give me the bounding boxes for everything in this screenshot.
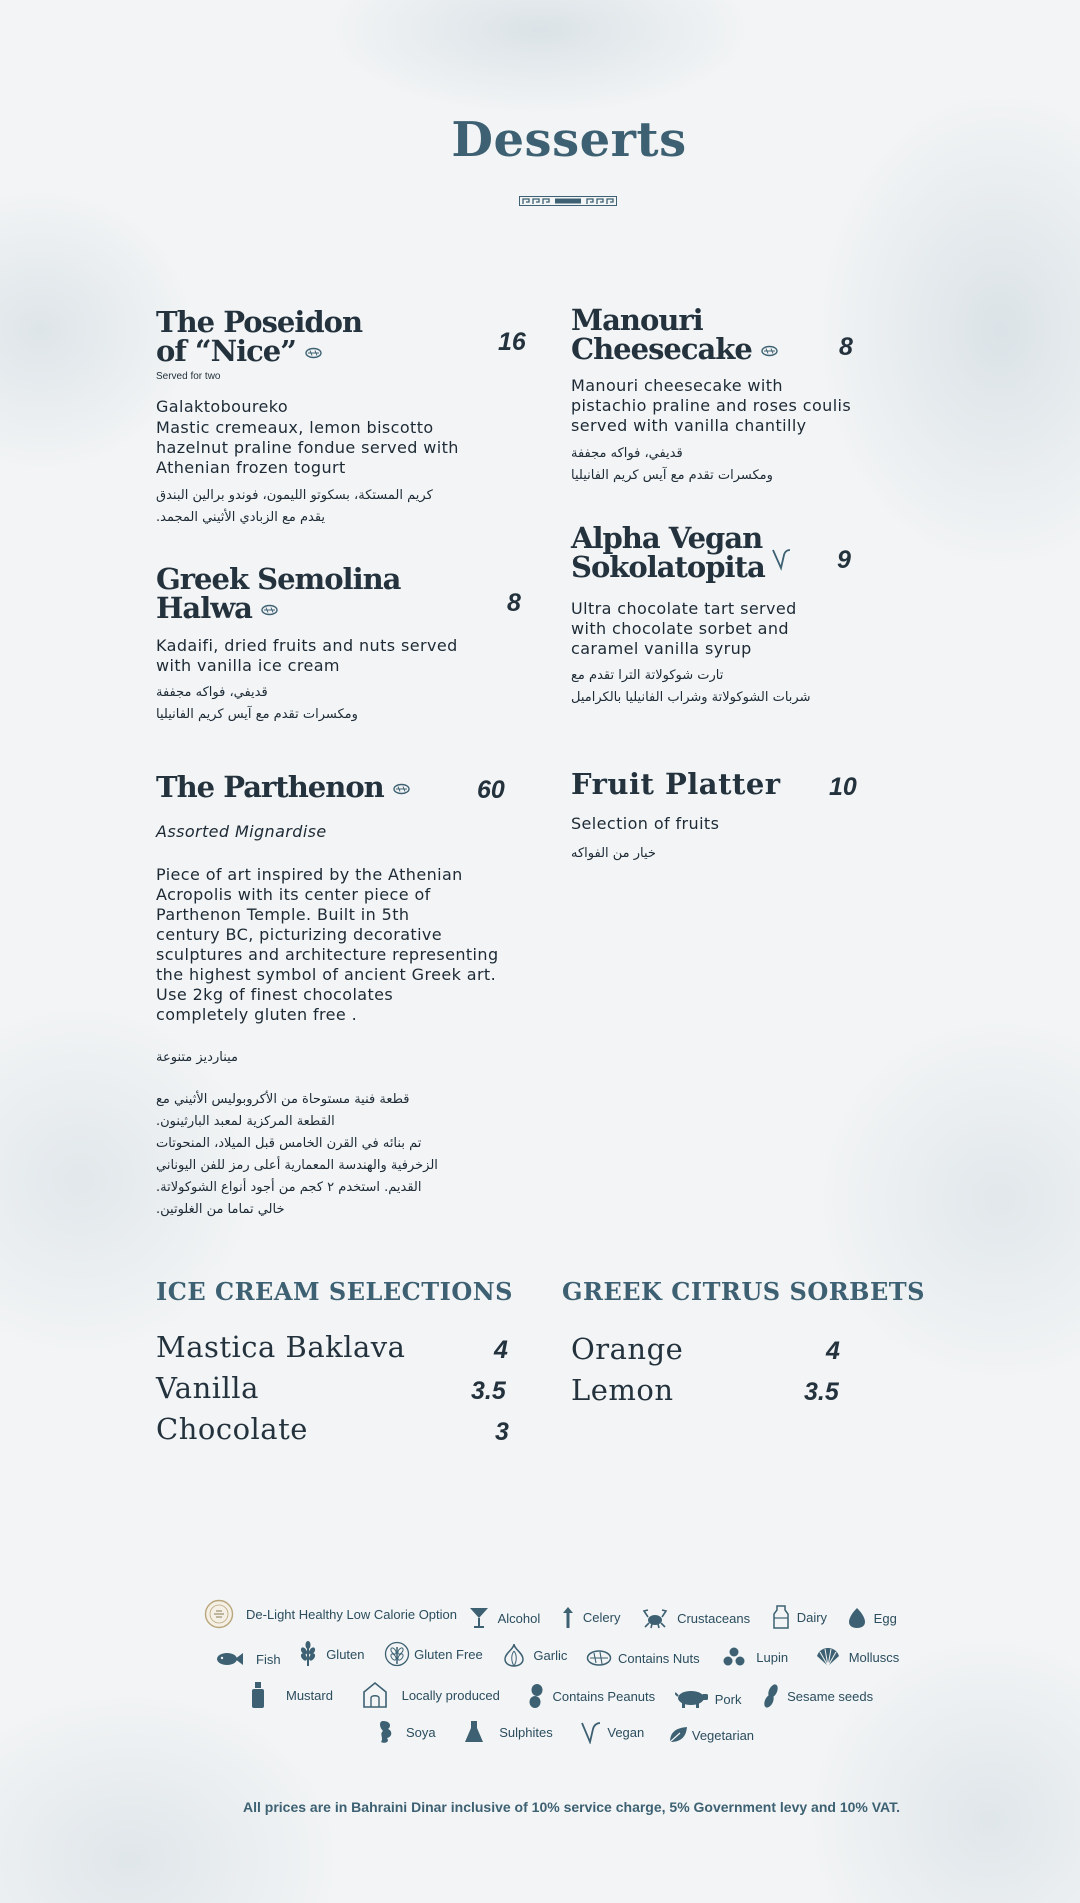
dish-name: The Poseidon of “Nice” — [156, 305, 363, 368]
dish-description-arabic: كريم المستكة، بسكوتو الليمون، فوندو برالين البندق يقدم مع الزبادي الأثيني المجمد. — [156, 488, 433, 525]
dish-parthenon-name: The Parthenon — [156, 773, 410, 802]
price-parthenon: 60 — [477, 776, 505, 804]
price-disclaimer: All prices are in Bahraini Dinar inclusive of 10% service charge, 5% Government levy and 10% VAT. — [243, 1799, 900, 1815]
dish-poseidon — [156, 305, 363, 368]
legend-egg: Egg — [848, 1607, 897, 1629]
alcohol-icon — [469, 1607, 489, 1629]
locally-produced-icon — [362, 1681, 388, 1709]
molluscs-icon — [816, 1647, 840, 1667]
legend-celery: Celery — [560, 1605, 621, 1629]
celery-icon — [560, 1605, 576, 1629]
allergen-legend-row-3 — [251, 1681, 873, 1712]
sorbet-price: 4 — [826, 1337, 840, 1365]
contains-nuts-icon — [305, 347, 322, 359]
fish-icon — [216, 1651, 244, 1667]
dish-halwa — [156, 562, 401, 625]
ice-cream-price: 3 — [495, 1418, 509, 1446]
legend-locally-produced: Locally produced — [362, 1681, 500, 1709]
dish-description-arabic: خيار من الفواكه — [571, 846, 656, 861]
dish-description: Kadaifi, dried fruits and nuts served with vanilla ice cream — [156, 636, 458, 675]
dish-description-arabic: قطعة فنية مستوحاة من الأكروبوليس الأثيني مع القطعة المركزية لمعبد البارثينون. تم بنائه في القرن الخامس قبل الميلاد، المنحوتات الزخرفية والهندسة المعمارية أعلى رمز للفن اليوناني القديم. استخدم ٢ كجم من أجود أنواع الشوكولاتة. خالي تماما من الغلوتين. — [156, 1092, 438, 1217]
legend-fish: Fish — [216, 1651, 281, 1667]
legend-pork: Pork — [675, 1689, 742, 1709]
delight-logo-icon — [204, 1599, 234, 1629]
dish-name: Manouri Cheesecake — [571, 306, 778, 364]
ice-cream-item: Chocolate — [156, 1412, 308, 1446]
dish-name: Alpha Vegan Sokolatopita — [571, 521, 765, 584]
sesame-seeds-icon — [761, 1683, 781, 1709]
legend-sesame-seeds: Sesame seeds — [761, 1683, 873, 1709]
legend-sulphites: Sulphites — [464, 1720, 552, 1744]
price-fruit-platter: 10 — [829, 773, 857, 801]
sorbet-item: Lemon — [571, 1373, 674, 1407]
legend-contains-peanuts: Contains Peanuts — [528, 1683, 656, 1709]
dish-description: Mastic cremeaux, lemon biscotto hazelnut praline fondue served with Athenian frozen togurt — [156, 418, 459, 477]
dish-description: Piece of art inspired by the Athenian Acropolis with its center piece of Parthenon Temple. Built in 5th century BC, picturizing decorative sculptures and architecture representing the highest symbol of ancient Greek art. Use 2kg of finest chocolates completely gluten free . — [156, 865, 499, 1024]
egg-icon — [848, 1607, 866, 1629]
dish-description: Selection of fruits — [571, 814, 720, 833]
contains-nuts-icon — [586, 1649, 612, 1667]
legend-mustard: Mustard — [251, 1681, 333, 1709]
garlic-icon — [503, 1643, 525, 1667]
price-halwa: 8 — [507, 589, 521, 617]
dish-description: Ultra chocolate tart served with chocolate sorbet and caramel vanilla syrup — [571, 599, 797, 658]
ice-cream-price: 3.5 — [471, 1377, 506, 1405]
crustaceans-icon — [642, 1607, 668, 1629]
dish-sokolatopita — [571, 521, 765, 584]
dish-subtitle: Galaktoboureko — [156, 397, 289, 416]
legend-crustaceans: Crustaceans — [642, 1607, 750, 1629]
legend-delight: De-Light Healthy Low Calorie Option — [204, 1599, 457, 1629]
sorbets-heading: GREEK CITRUS SORBETS — [562, 1277, 925, 1306]
legend-gluten: Gluten — [299, 1641, 364, 1667]
legend-vegan: Vegan — [580, 1720, 644, 1744]
legend-vegetarian: Vegetarian — [668, 1726, 754, 1744]
contains-nuts-icon — [261, 604, 278, 616]
allergen-legend-row-1 — [204, 1599, 897, 1632]
dish-name: Greek Semolina Halwa — [156, 562, 401, 625]
price-poseidon: 16 — [498, 328, 526, 356]
ice-cream-item: Vanilla — [156, 1371, 259, 1405]
gluten-icon — [299, 1641, 317, 1667]
dish-manouri — [571, 303, 778, 366]
legend-gluten-free: Gluten Free — [384, 1641, 483, 1667]
soya-icon — [378, 1720, 394, 1744]
price-sokolatopita: 9 — [837, 546, 851, 574]
sulphites-icon — [464, 1720, 484, 1744]
contains-nuts-icon — [761, 345, 778, 357]
vegan-icon — [580, 1720, 602, 1744]
allergen-legend-row-4 — [378, 1720, 754, 1747]
legend-contains-nuts: Contains Nuts — [586, 1649, 700, 1667]
contains-peanuts-icon — [528, 1683, 544, 1709]
allergen-legend-row-2 — [216, 1641, 899, 1670]
legend-lupin: Lupin — [722, 1647, 788, 1667]
ice-cream-item: Mastica Baklava — [156, 1330, 406, 1364]
dairy-icon — [773, 1605, 789, 1629]
price-manouri: 8 — [839, 333, 853, 361]
legend-molluscs: Molluscs — [816, 1647, 900, 1667]
legend-garlic: Garlic — [503, 1643, 567, 1667]
greek-key-ornament-icon — [519, 196, 617, 206]
dish-subtitle-arabic: مينارديز متنوعة — [156, 1050, 239, 1065]
vegetarian-icon — [668, 1726, 688, 1744]
lupin-icon — [722, 1647, 746, 1667]
contains-nuts-icon — [393, 783, 410, 795]
page-title: Desserts — [451, 112, 687, 168]
ice-cream-heading: ICE CREAM SELECTIONS — [156, 1277, 514, 1306]
pork-icon — [675, 1689, 709, 1709]
vegan-icon — [770, 547, 792, 571]
dish-description-arabic: قديفي، فواكه مجففة ومكسرات تقدم مع آيس كريم الفانيليا — [571, 446, 773, 483]
legend-soya: Soya — [378, 1720, 436, 1744]
dish-description: Manouri cheesecake with pistachio praline and roses coulis served with vanilla chantilly — [571, 376, 852, 435]
legend-dairy: Dairy — [773, 1605, 827, 1629]
legend-alcohol: Alcohol — [469, 1607, 541, 1629]
dish-description-arabic: قديفي، فواكه مجففة ومكسرات تقدم مع آيس كريم الفانيليا — [156, 685, 358, 722]
dish-fruit-platter-name: Fruit Platter — [571, 767, 781, 801]
dish-subtitle: Assorted Mignardise — [156, 822, 327, 841]
gluten-free-icon — [384, 1641, 410, 1667]
ice-cream-price: 4 — [494, 1336, 508, 1364]
sorbet-item: Orange — [571, 1332, 684, 1366]
serving-note: Served for two — [156, 371, 221, 382]
dish-description-arabic: تارت شوكولاتة الترا تقدم مع شربات الشوكولاتة وشراب الفانيليا بالكراميل — [571, 668, 811, 705]
sorbet-price: 3.5 — [804, 1378, 839, 1406]
mustard-icon — [251, 1681, 265, 1709]
